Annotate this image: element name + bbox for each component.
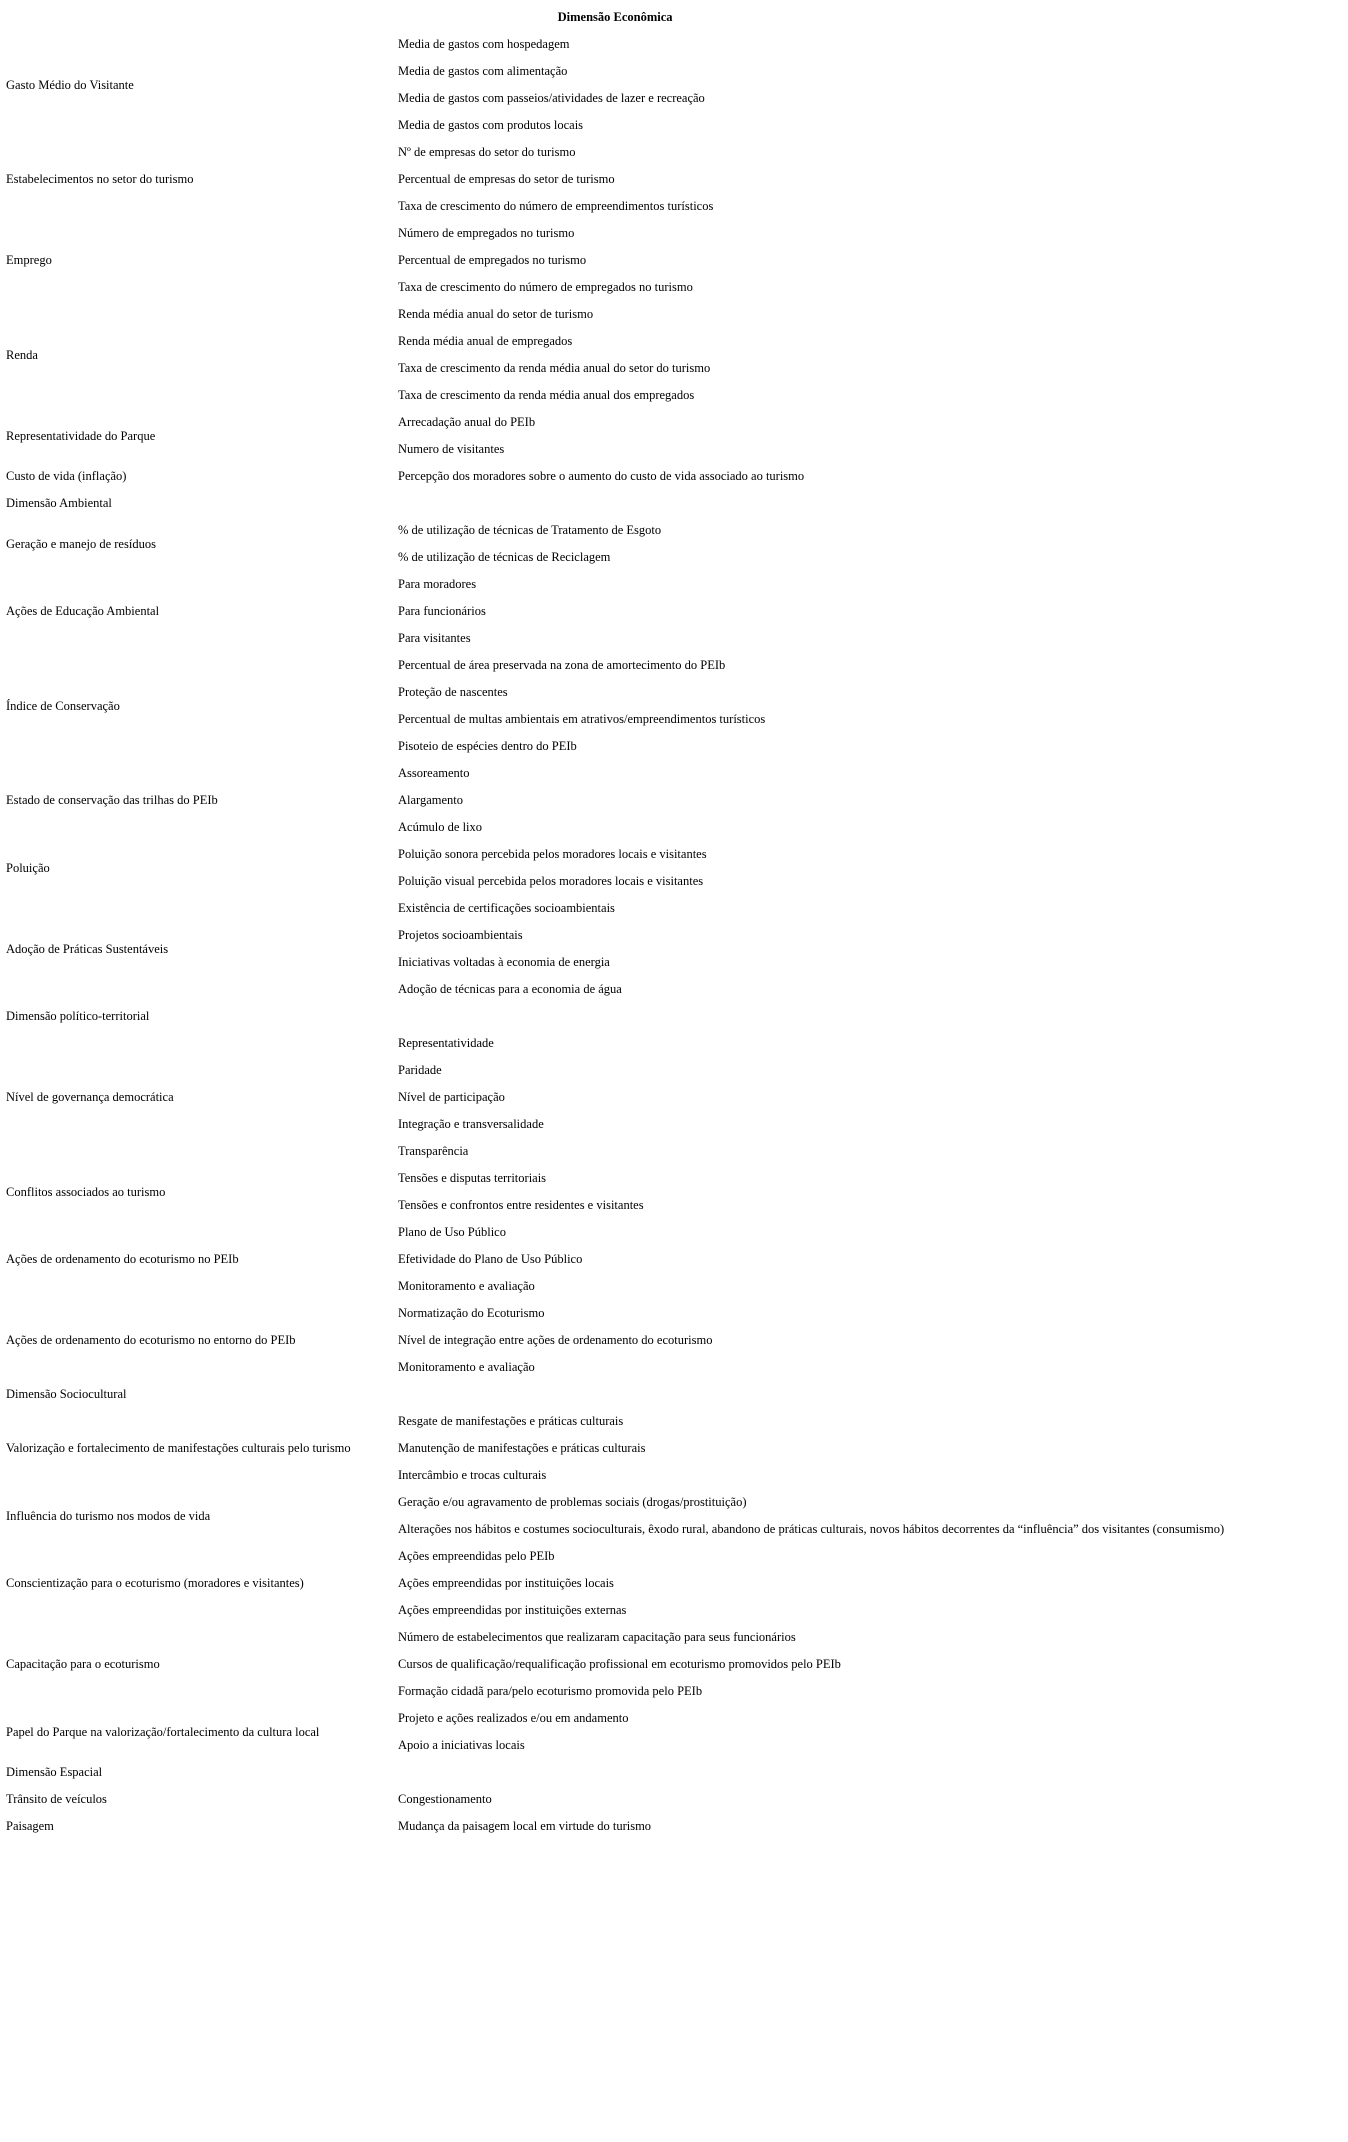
table-row [4, 463, 1226, 490]
indicator-cell: Poluição sonora percebida pelos moradores locais e visitantes [398, 847, 707, 861]
table-row [4, 841, 1226, 868]
table-row [4, 139, 1226, 166]
criterion-cell: Ações de Educação Ambiental [6, 604, 160, 618]
indicator-cell [396, 1003, 1226, 1030]
indicator-cell: Poluição visual percebida pelos moradores locais e visitantes [398, 874, 704, 888]
criterion-cell: Capacitação para o ecoturismo [6, 1657, 160, 1671]
criterion-cell: Dimensão político-territorial [6, 1009, 150, 1023]
table-row [4, 1003, 1226, 1030]
table-row [4, 1381, 1226, 1408]
indicator-cell: Tensões e disputas territoriais [398, 1171, 547, 1185]
criterion-cell: Trânsito de veículos [6, 1792, 107, 1806]
indicator-cell: Para funcionários [398, 604, 486, 618]
criterion-cell: Gasto Médio do Visitante [6, 77, 134, 92]
criterion-cell: Conscientização para o ecoturismo (moradores e visitantes) [6, 1576, 304, 1590]
criterion-cell: Geração e manejo de resíduos [6, 536, 156, 551]
indicator-cell: Assoreamento [398, 766, 470, 780]
indicator-cell: Percentual de área preservada na zona de amortecimento do PEIb [398, 658, 726, 672]
criterion-cell: Influência do turismo nos modos de vida [6, 1508, 211, 1523]
indicator-cell: Media de gastos com passeios/atividades de lazer e recreação [398, 91, 705, 105]
criterion-cell: Ações de ordenamento do ecoturismo no PEIb [6, 1252, 239, 1266]
indicator-cell: Para moradores [398, 577, 477, 591]
criterion-cell: Dimensão Espacial [6, 1765, 103, 1779]
title-row [4, 4, 1226, 31]
criterion-cell: Adoção de Práticas Sustentáveis [6, 941, 169, 956]
table-row [4, 1489, 1226, 1516]
indicator-cell: Tensões e confrontos entre residentes e visitantes [398, 1198, 644, 1212]
indicator-cell: Acúmulo de lixo [398, 820, 483, 834]
indicator-cell: Geração e/ou agravamento de problemas sociais (drogas/prostituição) [398, 1495, 747, 1509]
indicator-cell: Percentual de multas ambientais em atrativos/empreendimentos turísticos [398, 712, 766, 726]
criterion-cell: Papel do Parque na valorização/fortalecimento da cultura local [6, 1724, 320, 1739]
indicator-cell: Projetos socioambientais [398, 928, 523, 942]
criterion-cell: Estabelecimentos no setor do turismo [6, 172, 194, 186]
criterion-cell: Dimensão Sociocultural [6, 1387, 127, 1401]
indicator-cell: Congestionamento [398, 1792, 492, 1806]
indicator-cell: Nº de empresas do setor do turismo [398, 145, 576, 159]
indicator-cell: Nível de integração entre ações de ordenamento do ecoturismo [398, 1333, 713, 1347]
criterion-cell: Índice de Conservação [6, 698, 120, 713]
table-row [4, 1030, 1226, 1057]
table-row [4, 1543, 1226, 1570]
indicator-cell: Alterações nos hábitos e costumes socioculturais, êxodo rural, abandono de práticas culturais, novos hábitos decorrentes da “influência” dos visitantes (consumismo) [398, 1522, 1225, 1536]
criterion-cell: Conflitos associados ao turismo [6, 1184, 166, 1199]
table-row [4, 490, 1226, 517]
table-row [4, 1408, 1226, 1435]
indicator-cell: Media de gastos com hospedagem [398, 37, 570, 51]
indicator-cell [396, 1759, 1226, 1786]
indicator-cell: Percepção dos moradores sobre o aumento do custo de vida associado ao turismo [398, 469, 805, 483]
indicator-cell: Mudança da paisagem local em virtude do turismo [398, 1819, 652, 1833]
criterion-cell: Nível de governança democrática [6, 1090, 174, 1104]
indicator-cell: Cursos de qualificação/requalificação profissional em ecoturismo promovidos pelo PEIb [398, 1657, 841, 1671]
indicator-cell: Nível de participação [398, 1090, 505, 1104]
table-row [4, 1165, 1226, 1192]
indicator-cell: Resgate de manifestações e práticas culturais [398, 1414, 624, 1428]
indicator-cell: Ações empreendidas pelo PEIb [398, 1549, 555, 1563]
criterion-cell: Estado de conservação das trilhas do PEIb [6, 793, 218, 807]
indicator-cell: Taxa de crescimento da renda média anual dos empregados [398, 388, 695, 402]
criterion-cell: Poluição [6, 860, 50, 875]
table-row [4, 220, 1226, 247]
indicator-cell: Alargamento [398, 793, 464, 807]
table-row [4, 517, 1226, 544]
table-row [4, 760, 1226, 787]
indicator-cell: Iniciativas voltadas à economia de energia [398, 955, 610, 969]
indicator-cell: % de utilização de técnicas de Tratamento de Esgoto [398, 523, 662, 537]
indicator-cell: % de utilização de técnicas de Reciclagem [398, 550, 611, 564]
table-row [4, 1759, 1226, 1786]
table-row [4, 1813, 1226, 1840]
indicator-cell: Plano de Uso Público [398, 1225, 506, 1239]
table-row [4, 409, 1226, 436]
table-title: Dimensão Econômica [557, 10, 673, 24]
criterion-cell: Custo de vida (inflação) [6, 469, 127, 483]
indicator-cell: Percentual de empresas do setor de turismo [398, 172, 615, 186]
table-row [4, 1624, 1226, 1651]
criterion-cell: Ações de ordenamento do ecoturismo no entorno do PEIb [6, 1333, 296, 1347]
table-row [4, 301, 1226, 328]
indicator-table [4, 4, 1226, 1840]
indicator-cell: Apoio a iniciativas locais [398, 1738, 525, 1752]
indicator-cell: Integração e transversalidade [398, 1117, 544, 1131]
indicator-cell: Normatização do Ecoturismo [398, 1306, 545, 1320]
criterion-cell: Emprego [6, 253, 52, 267]
table-row [4, 1300, 1226, 1327]
indicator-cell: Projeto e ações realizados e/ou em andamento [398, 1711, 629, 1725]
indicator-cell: Existência de certificações socioambientais [398, 901, 615, 915]
indicator-cell: Para visitantes [398, 631, 471, 645]
criterion-cell: Valorização e fortalecimento de manifestações culturais pelo turismo [6, 1441, 351, 1455]
indicator-cell: Media de gastos com alimentação [398, 64, 568, 78]
indicator-cell: Arrecadação anual do PEIb [398, 415, 536, 429]
indicator-cell: Proteção de nascentes [398, 685, 508, 699]
indicator-cell: Numero de visitantes [398, 442, 505, 456]
indicator-cell [396, 1381, 1226, 1408]
indicator-cell: Adoção de técnicas para a economia de água [398, 982, 622, 996]
indicator-cell: Ações empreendidas por instituições locais [398, 1576, 614, 1590]
criterion-cell: Renda [6, 347, 38, 362]
table-row [4, 31, 1226, 58]
indicator-cell: Paridade [398, 1063, 442, 1077]
indicator-cell: Renda média anual do setor de turismo [398, 307, 594, 321]
table-row [4, 1219, 1226, 1246]
indicator-cell: Número de empregados no turismo [398, 226, 575, 240]
indicator-cell: Ações empreendidas por instituições externas [398, 1603, 627, 1617]
indicator-cell: Formação cidadã para/pelo ecoturismo promovida pelo PEIb [398, 1684, 703, 1698]
table-row [4, 1705, 1226, 1732]
indicator-cell: Monitoramento e avaliação [398, 1360, 535, 1374]
indicator-cell: Percentual de empregados no turismo [398, 253, 587, 267]
criterion-cell: Paisagem [6, 1819, 54, 1833]
indicator-cell [396, 490, 1226, 517]
indicator-cell: Pisoteio de espécies dentro do PEIb [398, 739, 577, 753]
table-row [4, 571, 1226, 598]
indicator-cell: Transparência [398, 1144, 469, 1158]
table-row [4, 1786, 1226, 1813]
indicator-cell: Monitoramento e avaliação [398, 1279, 535, 1293]
indicator-cell: Renda média anual de empregados [398, 334, 573, 348]
indicator-cell: Taxa de crescimento do número de empreendimentos turísticos [398, 199, 714, 213]
indicator-cell: Taxa de crescimento da renda média anual do setor do turismo [398, 361, 711, 375]
indicator-cell: Media de gastos com produtos locais [398, 118, 584, 132]
table-row [4, 895, 1226, 922]
table-row [4, 652, 1226, 679]
criterion-cell: Dimensão Ambiental [6, 496, 112, 510]
indicator-document [4, 4, 1226, 1840]
indicator-cell: Efetividade do Plano de Uso Público [398, 1252, 583, 1266]
indicator-cell: Número de estabelecimentos que realizaram capacitação para seus funcionários [398, 1630, 796, 1644]
indicator-cell: Representatividade [398, 1036, 494, 1050]
criterion-cell: Representatividade do Parque [6, 428, 156, 443]
indicator-cell: Intercâmbio e trocas culturais [398, 1468, 547, 1482]
indicator-table-body [4, 4, 1226, 1840]
indicator-cell: Manutenção de manifestações e práticas culturais [398, 1441, 646, 1455]
indicator-cell: Taxa de crescimento do número de empregados no turismo [398, 280, 693, 294]
